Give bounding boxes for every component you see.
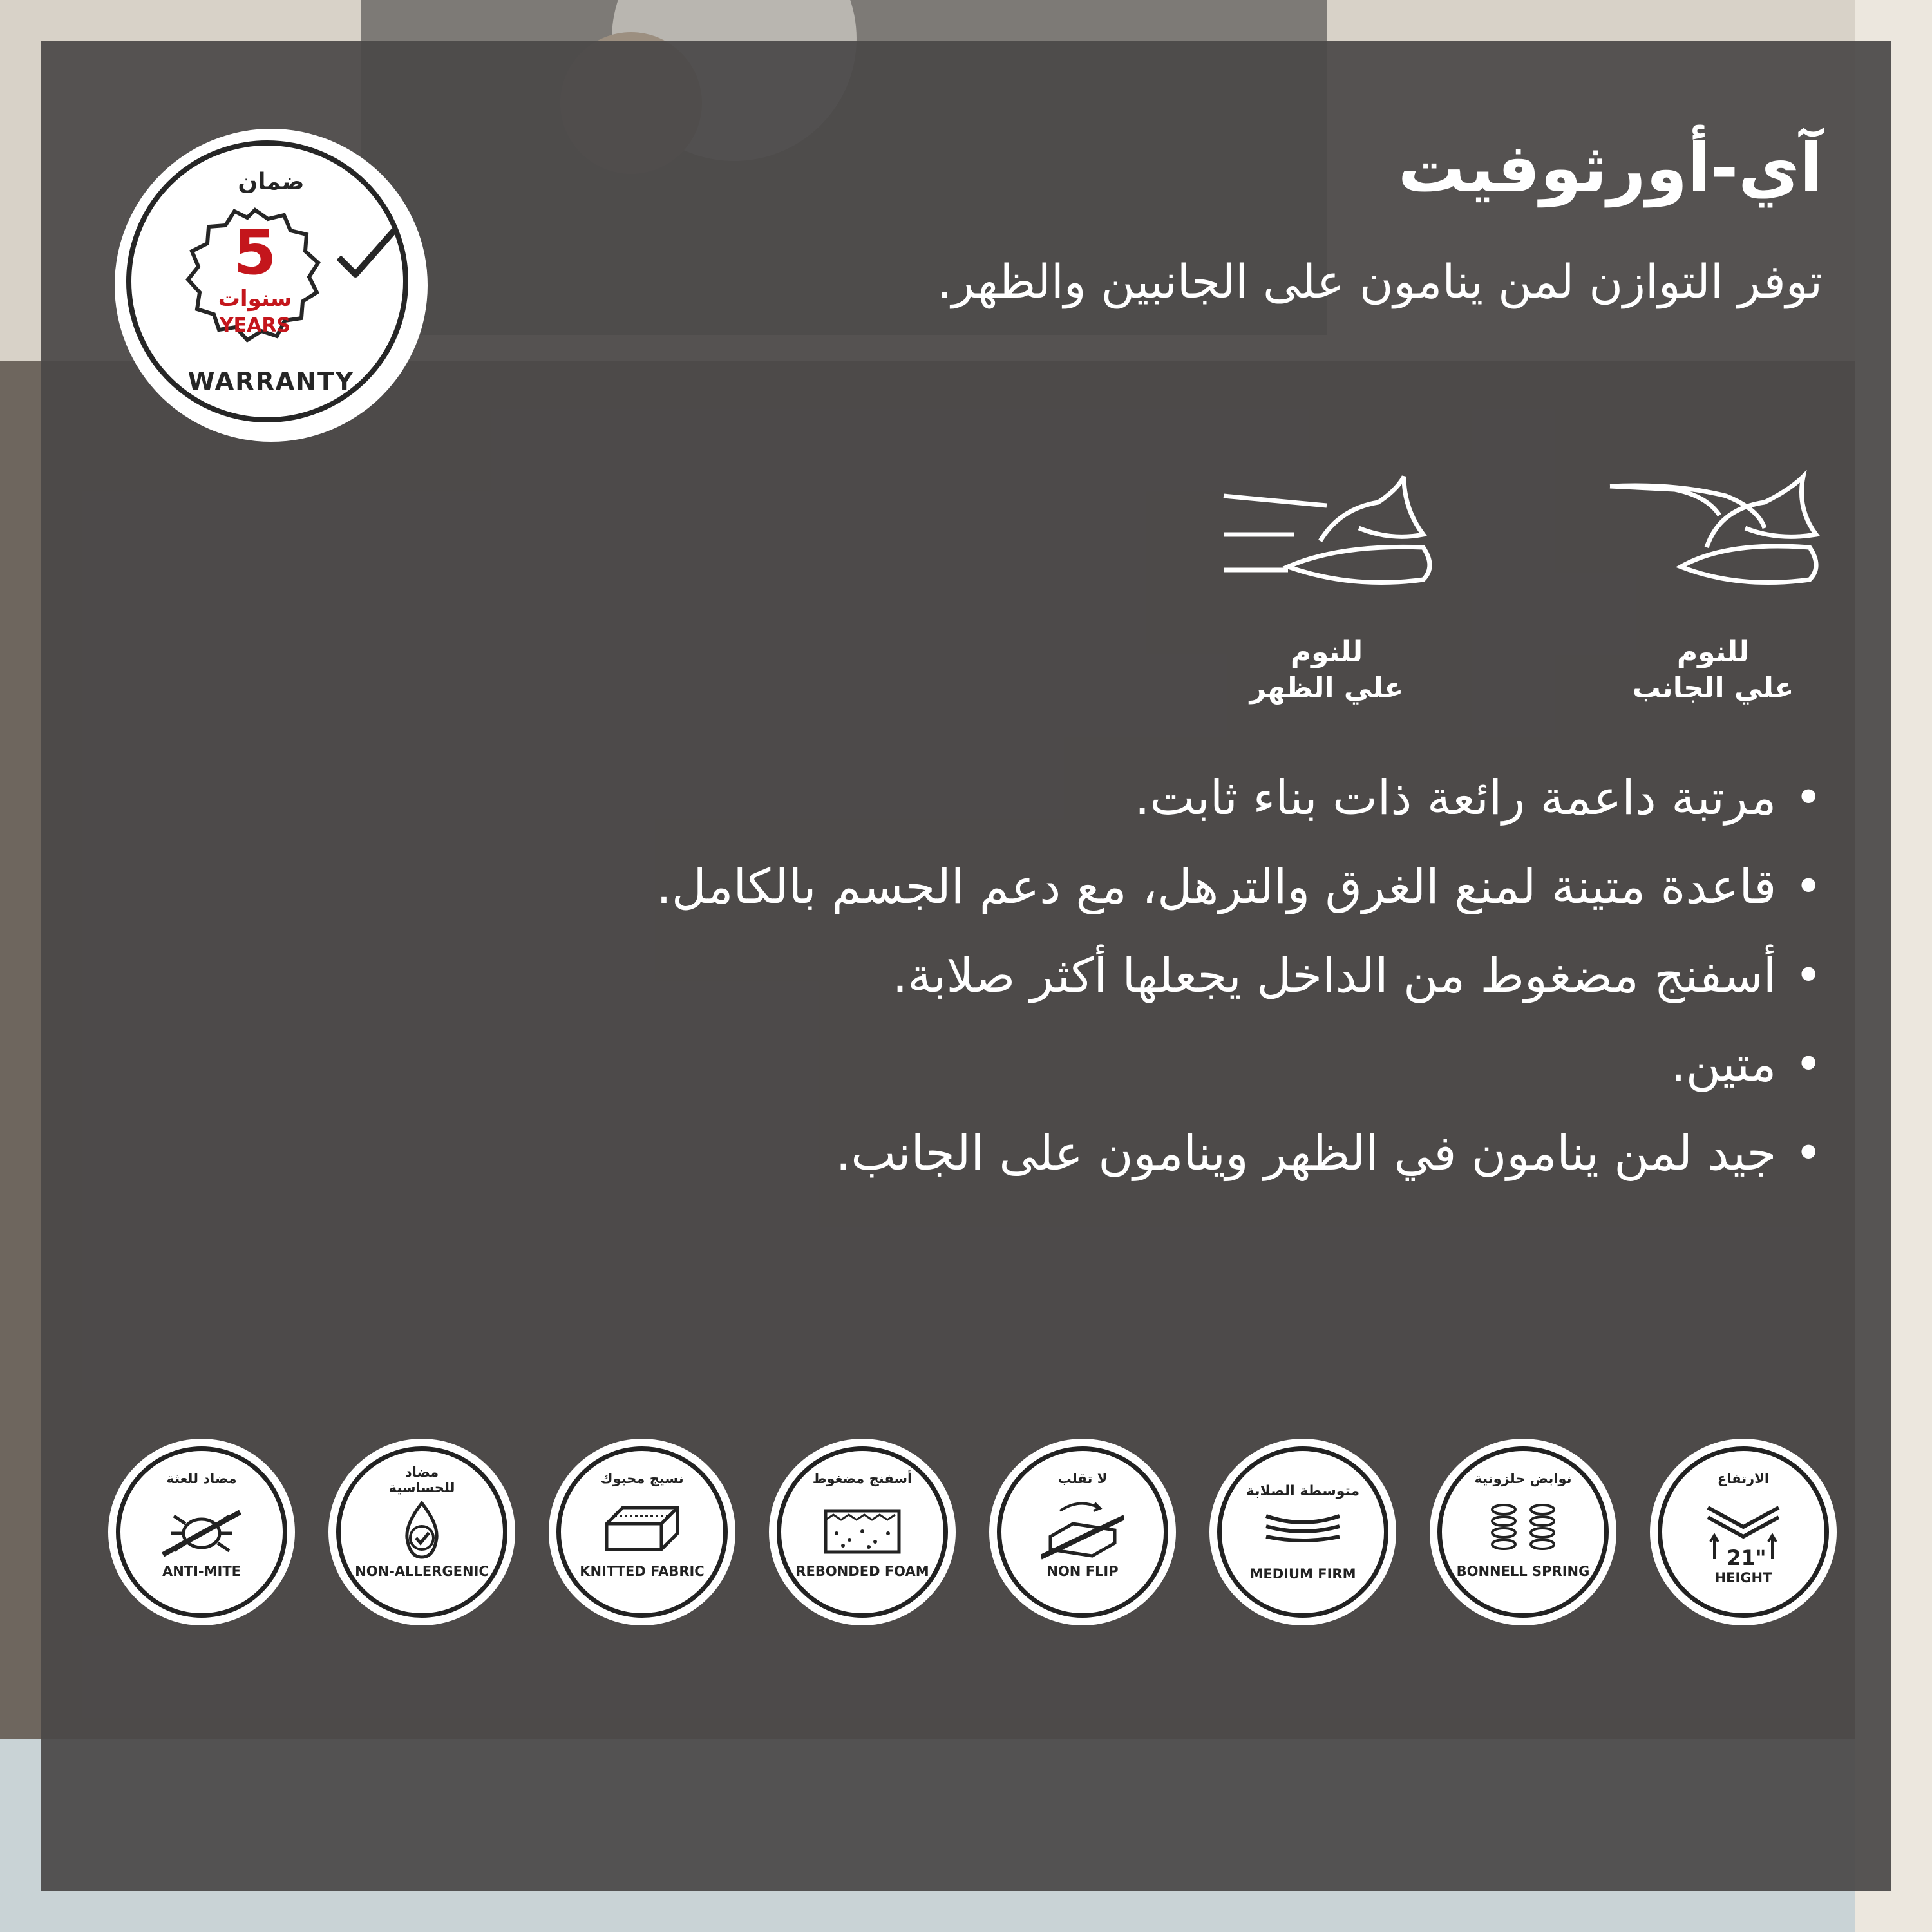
medium-firm-icon bbox=[1261, 1498, 1345, 1562]
medium-firm-badge bbox=[1209, 1439, 1396, 1625]
height-en: HEIGHT bbox=[1714, 1570, 1772, 1586]
sleep-back-line2: علي الظهر bbox=[1249, 672, 1404, 705]
rebonded-foam-ar: أسفنج مضغوط bbox=[812, 1471, 913, 1486]
knitted-fabric-icon bbox=[600, 1498, 684, 1562]
warranty-ar-label: ضمان bbox=[238, 169, 305, 195]
rebonded-foam-en: REBONDED FOAM bbox=[795, 1564, 929, 1579]
anti-mite-icon bbox=[160, 1498, 243, 1562]
warranty-en-label: WARRANTY bbox=[187, 367, 355, 395]
height-badge bbox=[1650, 1439, 1837, 1625]
height-value: 21" bbox=[1727, 1546, 1766, 1570]
feature-item: • أسفنج مضغوط من الداخل يجعلها أكثر صلابة. bbox=[277, 931, 1823, 1020]
medium-firm-en: MEDIUM FIRM bbox=[1249, 1566, 1356, 1582]
side-sleeper-icon bbox=[1597, 470, 1829, 599]
feature-list bbox=[277, 753, 1823, 1198]
bonnell-spring-en: BONNELL SPRING bbox=[1456, 1564, 1590, 1579]
sleep-side-line2: علي الجانب bbox=[1632, 672, 1794, 705]
non-allergenic-icon bbox=[380, 1498, 464, 1562]
back-sleeper-icon bbox=[1211, 470, 1443, 599]
feature-item: • مرتبة داعمة رائعة ذات بناء ثابت. bbox=[277, 753, 1823, 842]
feature-item: • جيد لمن ينامون في الظهر وينامون على الجانب. bbox=[277, 1109, 1823, 1198]
sleep-position-back bbox=[1204, 470, 1449, 706]
non-allergenic-en: NON-ALLERGENIC bbox=[355, 1564, 489, 1579]
sleep-back-line1: للنوم bbox=[1290, 636, 1363, 668]
non-flip-en: NON FLIP bbox=[1046, 1564, 1119, 1579]
bonnell-spring-icon bbox=[1481, 1498, 1565, 1562]
warranty-badge bbox=[115, 129, 428, 442]
product-title: آي-أورثوفيت bbox=[1397, 129, 1823, 207]
non-flip-ar: لا تقلب bbox=[1057, 1471, 1108, 1486]
height-ar: الارتفاع bbox=[1717, 1471, 1770, 1486]
non-allergenic-ar: مضاد للحساسية bbox=[388, 1464, 455, 1495]
knitted-fabric-ar: نسيج محبوك bbox=[600, 1471, 684, 1486]
warranty-years-ar: سنوات bbox=[218, 286, 292, 312]
anti-mite-ar: مضاد للعثة bbox=[166, 1471, 237, 1486]
knitted-fabric-badge bbox=[549, 1439, 735, 1625]
non-flip-badge bbox=[989, 1439, 1176, 1625]
knitted-fabric-en: KNITTED FABRIC bbox=[580, 1564, 705, 1579]
product-subtitle: توفر التوازن لمن ينامون على الجانبين والظهر. bbox=[937, 254, 1823, 308]
bonnell-spring-badge bbox=[1430, 1439, 1616, 1625]
sleep-side-line1: للنوم bbox=[1676, 636, 1750, 668]
checkmark-icon bbox=[334, 225, 398, 283]
warranty-years-en: YEARS bbox=[219, 314, 291, 337]
non-flip-icon bbox=[1041, 1498, 1124, 1562]
anti-mite-en: ANTI-MITE bbox=[162, 1564, 242, 1579]
rebonded-foam-badge bbox=[769, 1439, 956, 1625]
sleep-position-side bbox=[1591, 470, 1835, 706]
feature-item: • قاعدة متينة لمنع الغرق والترهل، مع دعم الجسم بالكامل. bbox=[277, 842, 1823, 931]
non-allergenic-badge bbox=[328, 1439, 515, 1625]
warranty-number: 5 bbox=[233, 216, 277, 289]
medium-firm-ar: متوسطة الصلابة bbox=[1245, 1483, 1360, 1499]
anti-mite-badge bbox=[108, 1439, 295, 1625]
rebonded-foam-icon bbox=[820, 1498, 904, 1562]
feature-icon-row bbox=[108, 1439, 1834, 1625]
bonnell-spring-ar: نوابض حلزونية bbox=[1474, 1471, 1572, 1486]
feature-item: • متين. bbox=[277, 1020, 1823, 1109]
